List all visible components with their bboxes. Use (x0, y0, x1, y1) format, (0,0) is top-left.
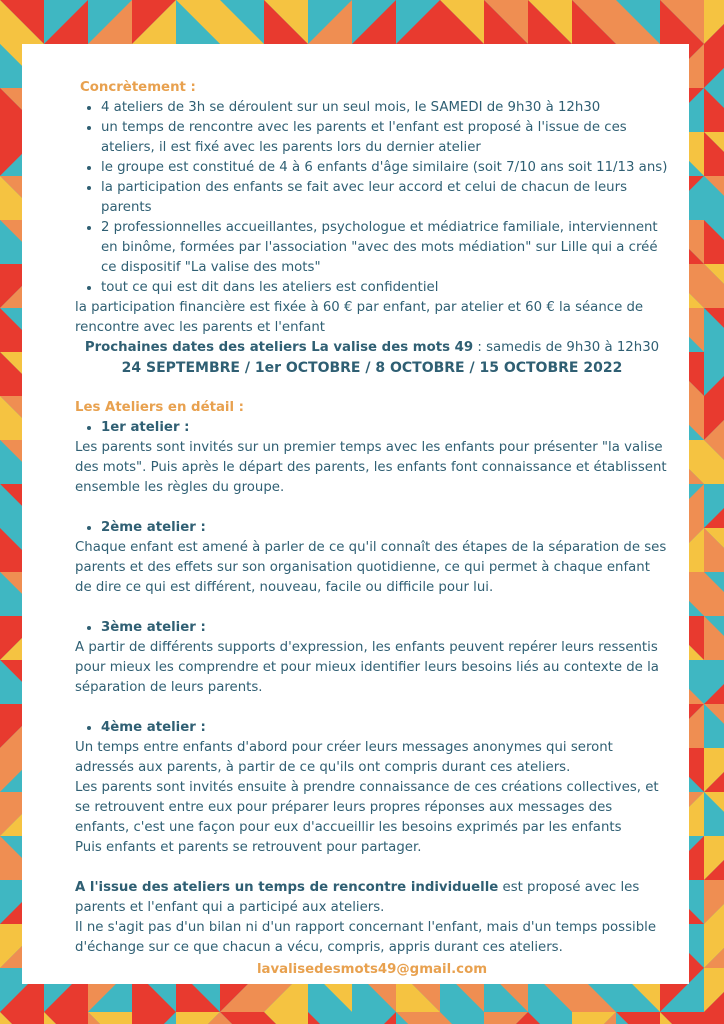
atelier-2-title-list (75, 518, 669, 538)
next-dates-line (75, 338, 669, 358)
atelier-1-title-list (75, 418, 669, 438)
atelier-2-text: Chaque enfant est amené à parler de ce qu'il connaît des étapes de la séparation de ses parents et des effets sur son organisation quotidienne, ce qui permet à chaque enfant de dire ce qui est différent, nouveau, facile ou difficile pour lui. (75, 540, 667, 595)
ateliers-heading: Les Ateliers en détail : (75, 400, 244, 415)
concretement-heading: Concrètement : (80, 80, 196, 95)
list-item: • le groupe est constitué de 4 à 6 enfants d'âge similaire (soit 7/10 ans soit 11/13 ans) (101, 158, 669, 178)
list-item: • la participation des enfants se fait avec leur accord et celui de chacun de leurs parents (101, 178, 669, 218)
list-item: • 4 ateliers de 3h se déroulent sur un seul mois, le SAMEDI de 9h30 à 12h30 (101, 98, 669, 118)
border-triangle (704, 1012, 724, 1024)
atelier-4-title: • 4ème atelier : (101, 718, 669, 738)
list-item: • un temps de rencontre avec les parents et l'enfant est proposé à l'issue de ces ateliers, il est fixé avec les parents lors du dernier atelier (101, 118, 669, 158)
workshop-dates: 24 SEPTEMBRE / 1er OCTOBRE / 8 OCTOBRE / 15 OCTOBRE 2022 (121, 360, 623, 376)
atelier-4-text: Les parents sont invités ensuite à prendre connaissance de ces créations collectives, et se retrouvent entre eux pour préparer leurs propres réponses aux messages des enfants, c'est une façon pour eux d'accueillir les besoins exprimés par les enfants (75, 780, 659, 835)
atelier-1-title: • 1er atelier : (101, 418, 669, 438)
atelier-4-title-list (75, 718, 669, 738)
fee-paragraph: la participation financière est fixée à 60 € par enfant, par atelier et 60 € la séance de rencontre avec les parents et l'enfant (75, 300, 644, 335)
individual-meeting-rest: est proposé avec les parents et l'enfant qui a participé aux ateliers. (75, 880, 640, 915)
atelier-3-text: A partir de différents supports d'expression, les enfants peuvent repérer leurs ressentis pour mieux les comprendre et pour mieux identifier leurs besoins liés au contexte de la séparation de leurs parents. (75, 640, 659, 695)
atelier-3-title-list (75, 618, 669, 638)
concretement-list (75, 98, 669, 298)
next-dates-schedule: : samedis de 9h30 à 12h30 (473, 340, 660, 355)
individual-meeting-paragraph (75, 878, 669, 918)
list-item: • tout ce qui est dit dans les ateliers est confidentiel (101, 278, 669, 298)
atelier-2-title: • 2ème atelier : (101, 518, 669, 538)
atelier-1-text: Les parents sont invités sur un premier temps avec les enfants pour présenter "la valise des mots". Puis après le départ des parents, les enfants font connaissance et établissent ensemble les règles du groupe. (75, 440, 667, 495)
atelier-4-text: Un temps entre enfants d'abord pour créer leurs messages anonymes qui seront adressés aux parents, à partir de ce qu'ils ont compris durant ces ateliers. (75, 740, 613, 775)
atelier-4-text: Puis enfants et parents se retrouvent pour partager. (75, 840, 422, 855)
next-dates-label: Prochaines dates des ateliers La valise des mots 49 (84, 340, 474, 355)
list-item: • 2 professionnelles accueillantes, psychologue et médiatrice familiale, interviennent en binôme, formées par l'association "avec des mots médiation" sur Lille qui a créé ce dispositif "La valise des mots" (101, 218, 669, 278)
individual-meeting-bold: A l'issue des ateliers un temps de rencontre individuelle (75, 880, 499, 895)
atelier-3-title: • 3ème atelier : (101, 618, 669, 638)
content-sheet (22, 44, 689, 984)
individual-meeting-note: Il ne s'agit pas d'un bilan ni d'un rapport concernant l'enfant, mais d'un temps possible d'échange sur ce que chacun a vécu, compris, appris durant ces ateliers. (75, 920, 657, 955)
contact-email[interactable]: lavalisedesmots49@gmail.com (256, 962, 488, 977)
